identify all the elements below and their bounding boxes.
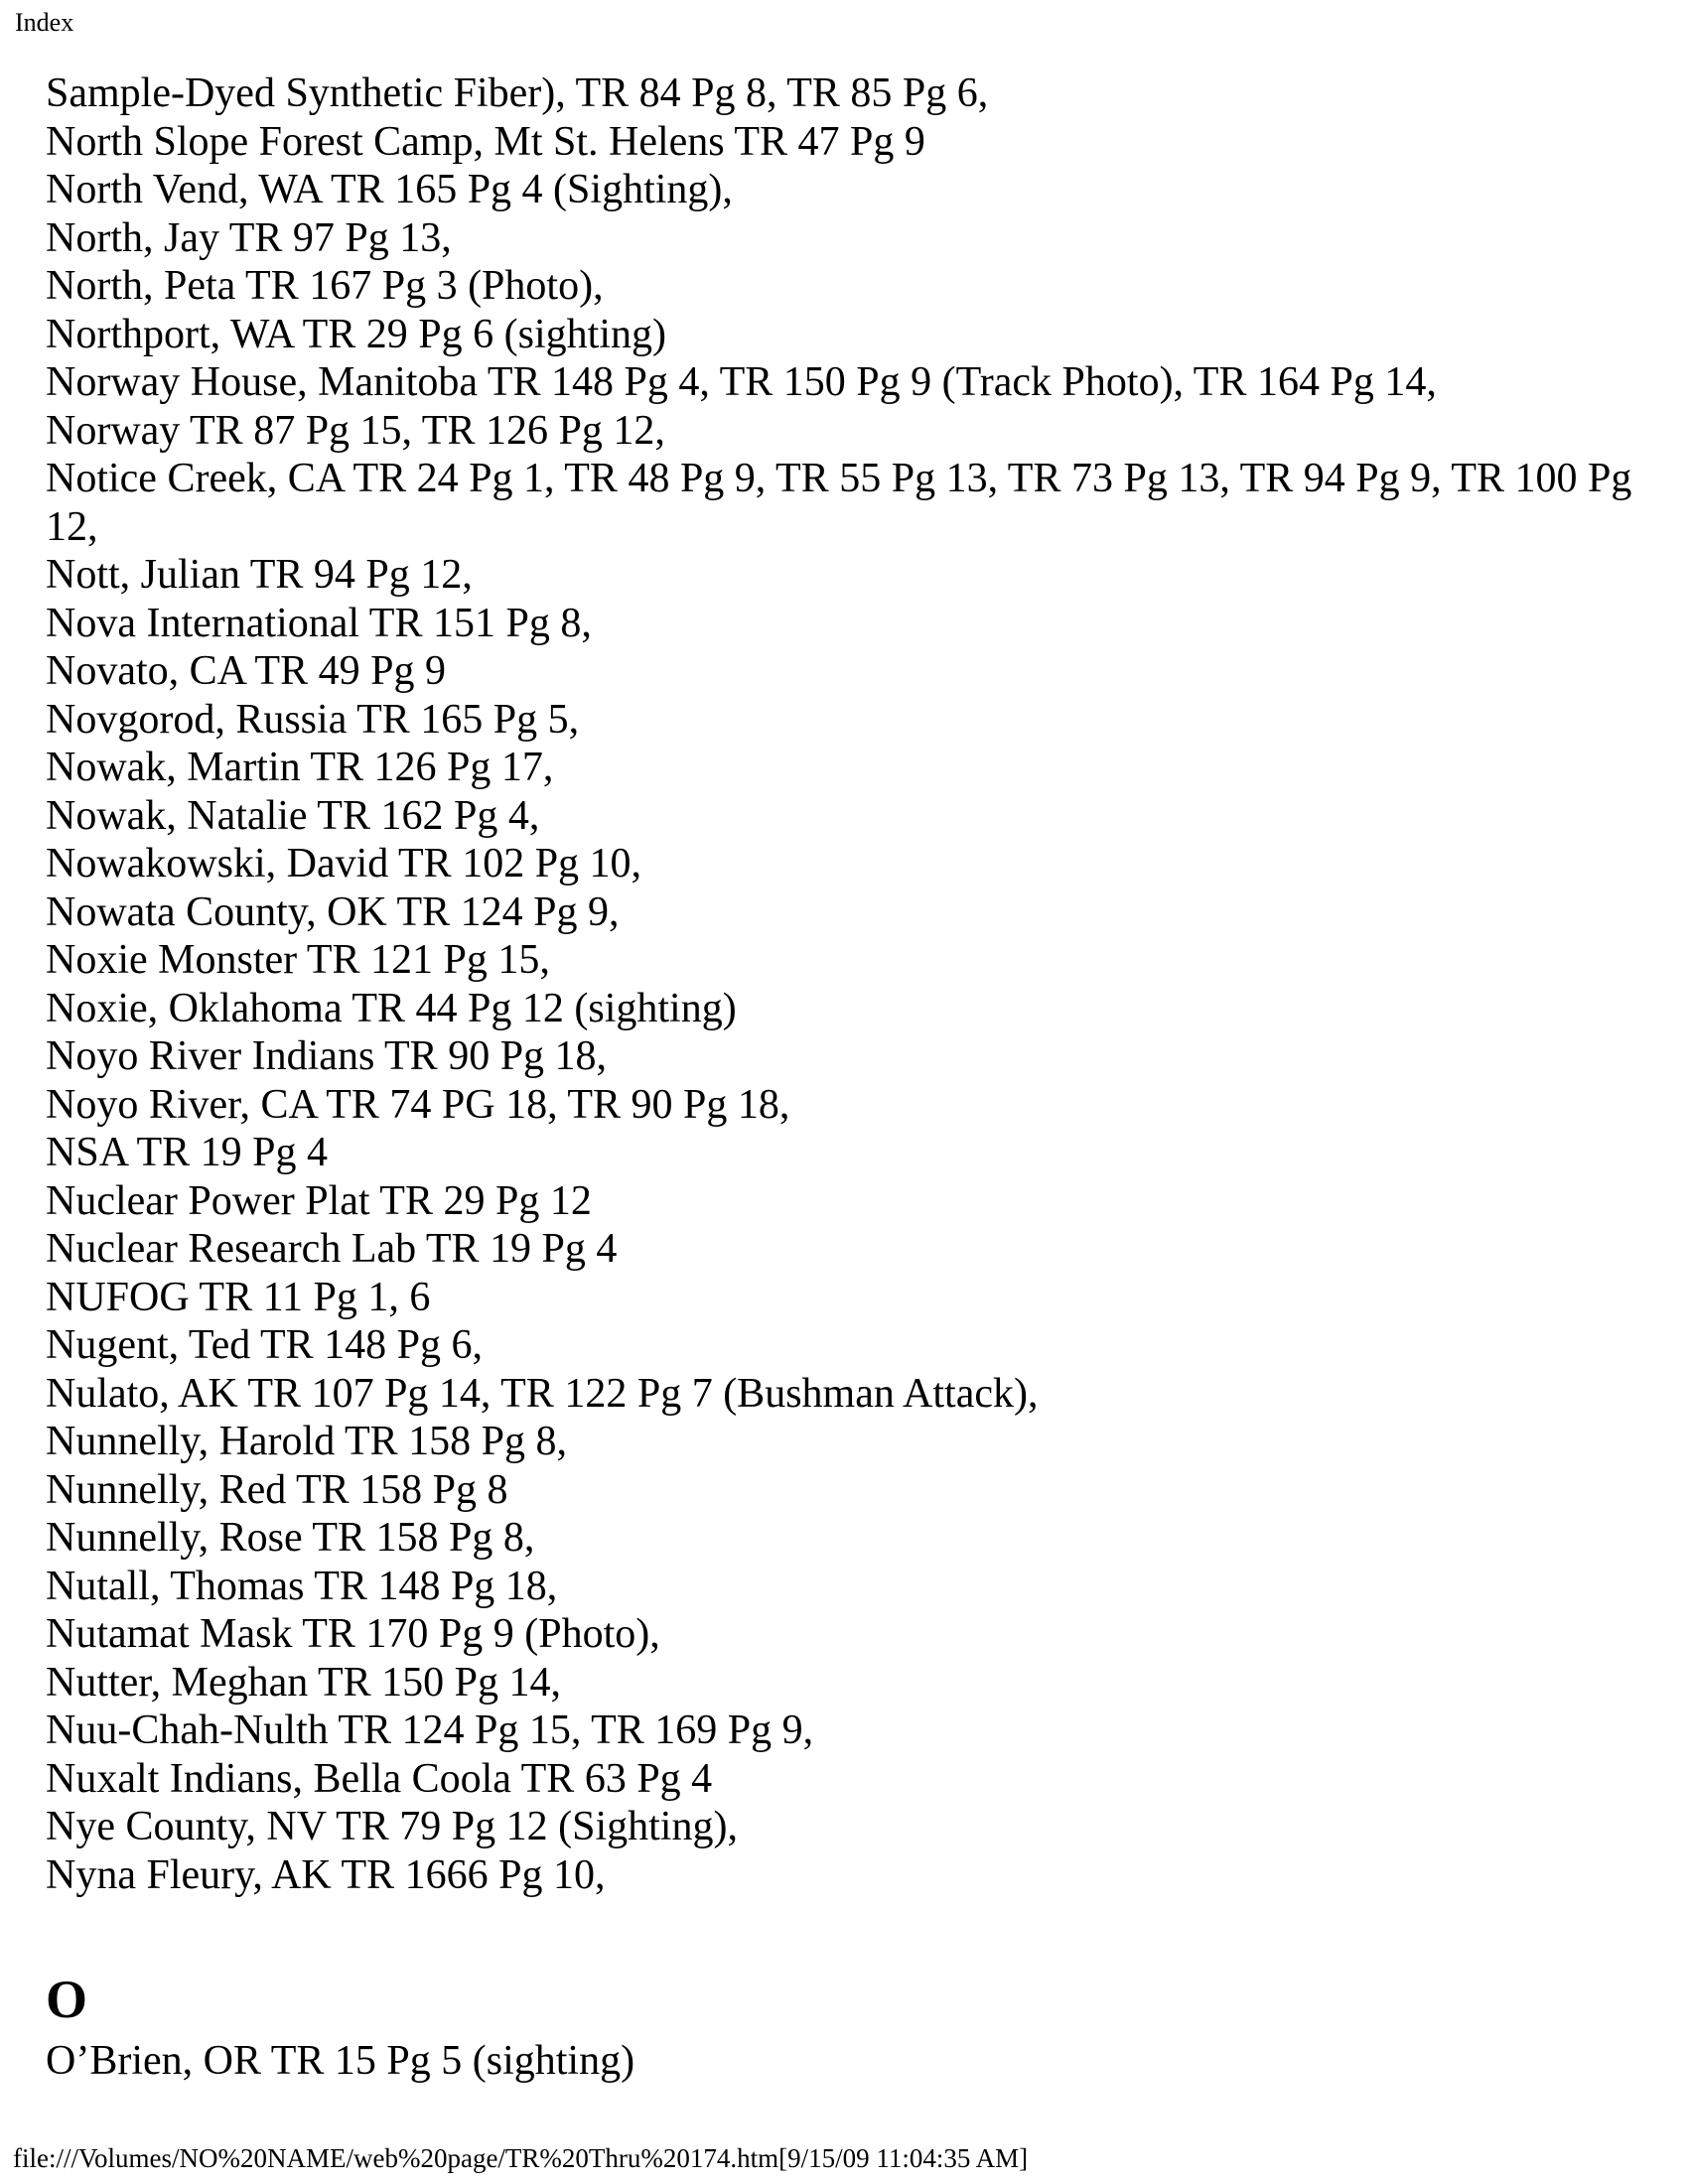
index-entry-line: Nuclear Power Plat TR 29 Pg 12 bbox=[46, 1177, 592, 1224]
index-entry-line: O’Brien, OR TR 15 Pg 5 (sighting) bbox=[46, 2038, 635, 2084]
index-entry-line: Noyo River Indians TR 90 Pg 18, bbox=[46, 1033, 608, 1079]
index-entry-line: NSA TR 19 Pg 4 bbox=[46, 1130, 328, 1175]
index-entry-line: Nuclear Research Lab TR 19 Pg 4 bbox=[46, 1226, 618, 1272]
index-entry-line: Novgorod, Russia TR 165 Pg 5, bbox=[46, 696, 580, 743]
index-entry-line: Norway House, Manitoba TR 148 Pg 4, TR 150 Pg 9 (Track Photo), TR 164 Pg 14, bbox=[46, 359, 1437, 405]
page-footer-filepath: file:///Volumes/NO%20NAME/web%20page/TR%20Thru%20174.htm[9/15/09 11:04:35 AM] bbox=[13, 2143, 1029, 2173]
index-entry-line: North, Peta TR 167 Pg 3 (Photo), bbox=[46, 263, 604, 309]
index-entry-line: Nutamat Mask TR 170 Pg 9 (Photo), bbox=[46, 1611, 660, 1657]
index-entry-line: Noxie, Oklahoma TR 44 Pg 12 (sighting) bbox=[46, 985, 737, 1031]
index-entry-line: Nunnelly, Harold TR 158 Pg 8, bbox=[46, 1419, 567, 1464]
index-entry-line: Nowak, Natalie TR 162 Pg 4, bbox=[46, 792, 540, 839]
index-entry-line: Nugent, Ted TR 148 Pg 6, bbox=[46, 1322, 484, 1368]
index-entries-section-o bbox=[46, 2037, 634, 2086]
index-entry-line: Nunnelly, Red TR 158 Pg 8 bbox=[46, 1466, 508, 1513]
index-entry-line: North, Jay TR 97 Pg 13, bbox=[46, 214, 452, 261]
index-entry-line: Nowak, Martin TR 126 Pg 17, bbox=[46, 745, 554, 790]
index-entry-line: Noxie Monster TR 121 Pg 15, bbox=[46, 937, 550, 983]
index-entry-line: Norway TR 87 Pg 15, TR 126 Pg 12, bbox=[46, 407, 665, 454]
index-entry-line: Nye County, NV TR 79 Pg 12 (Sighting), bbox=[46, 1804, 738, 1849]
index-entry-line: Nunnelly, Rose TR 158 Pg 8, bbox=[46, 1515, 535, 1561]
index-entry-line: Northport, WA TR 29 Pg 6 (sighting) bbox=[46, 311, 666, 357]
index-entry-line: Nutall, Thomas TR 148 Pg 18, bbox=[46, 1563, 558, 1609]
index-entry-line: Nott, Julian TR 94 Pg 12, bbox=[46, 552, 473, 598]
index-entries-section-n bbox=[46, 69, 1631, 1899]
index-entry-line: North Vend, WA TR 165 Pg 4 (Sighting), bbox=[46, 167, 733, 212]
section-heading-o: O bbox=[46, 1970, 88, 2029]
index-entry-line: Novato, CA TR 49 Pg 9 bbox=[46, 648, 446, 694]
index-entry-line: NUFOG TR 11 Pg 1, 6 bbox=[46, 1274, 431, 1320]
index-entry-line: 12, bbox=[46, 503, 98, 550]
index-entry-line: Nowakowski, David TR 102 Pg 10, bbox=[46, 841, 642, 887]
index-entry-line: Noyo River, CA TR 74 PG 18, TR 90 Pg 18, bbox=[46, 1081, 790, 1128]
index-entry-line: Nutter, Meghan TR 150 Pg 14, bbox=[46, 1659, 562, 1706]
index-entry-line: Sample-Dyed Synthetic Fiber), TR 84 Pg 8, TR 85 Pg 6, bbox=[46, 70, 989, 116]
index-entry-line: Nuu-Chah-Nulth TR 124 Pg 15, TR 169 Pg 9, bbox=[46, 1707, 814, 1753]
index-entry-line: Nova International TR 151 Pg 8, bbox=[46, 600, 592, 646]
index-entry-line: North Slope Forest Camp, Mt St. Helens TR 47 Pg 9 bbox=[46, 118, 925, 165]
index-entry-line: Nuxalt Indians, Bella Coola TR 63 Pg 4 bbox=[46, 1755, 713, 1802]
index-entry-line: Nulato, AK TR 107 Pg 14, TR 122 Pg 7 (Bushman Attack), bbox=[46, 1370, 1039, 1417]
page-header-label: Index bbox=[15, 8, 74, 37]
index-entry-line: Notice Creek, CA TR 24 Pg 1, TR 48 Pg 9, TR 55 Pg 13, TR 73 Pg 13, TR 94 Pg 9, TR 100 Pg bbox=[46, 456, 1632, 501]
index-entry-line: Nyna Fleury, AK TR 1666 Pg 10, bbox=[46, 1851, 606, 1898]
index-entry-line: Nowata County, OK TR 124 Pg 9, bbox=[46, 888, 620, 935]
